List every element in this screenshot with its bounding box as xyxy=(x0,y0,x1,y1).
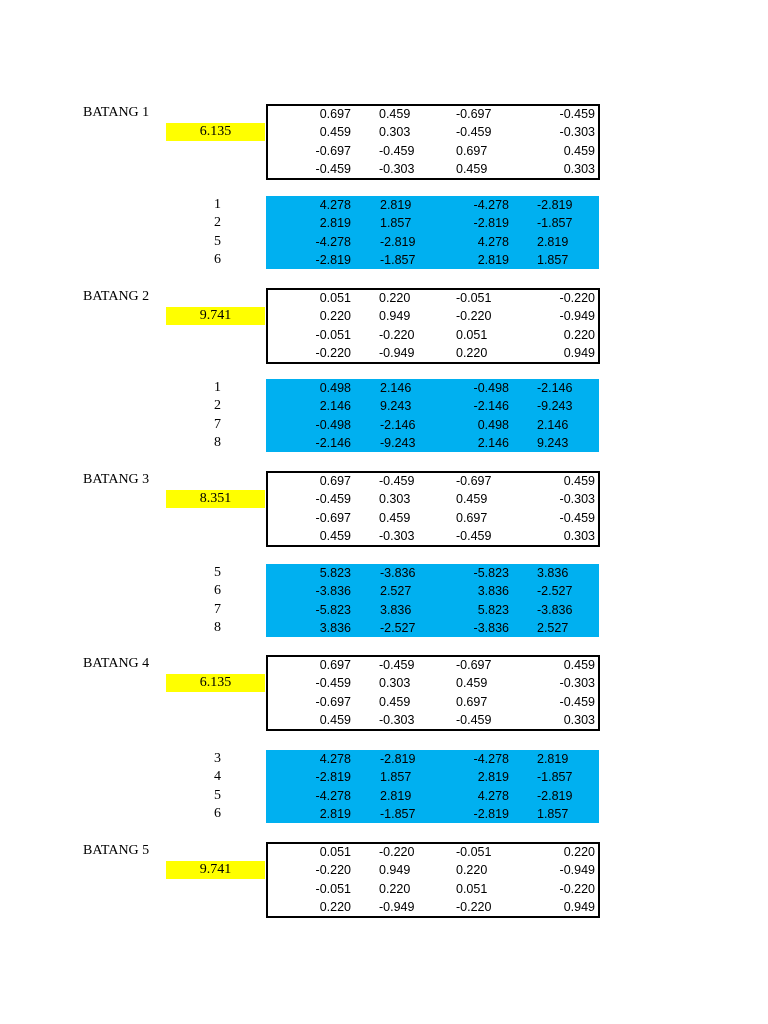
local-matrix-cell: -0.459 xyxy=(315,161,351,176)
dof-index: 1 xyxy=(214,380,221,395)
local-matrix-cell: 0.220 xyxy=(379,881,411,896)
global-matrix-cell: -2.146 xyxy=(473,399,509,414)
local-matrix-cell: -0.459 xyxy=(315,492,351,507)
global-matrix-cell: -4.278 xyxy=(315,234,351,249)
global-matrix-cell: 2.146 xyxy=(319,399,351,414)
global-matrix-cell: 2.146 xyxy=(380,381,412,395)
local-matrix-cell: -0.220 xyxy=(315,863,351,878)
local-matrix-cell: -0.697 xyxy=(456,474,492,488)
local-matrix-cell: -0.220 xyxy=(456,899,492,914)
dof-index: 6 xyxy=(214,583,221,599)
global-matrix-cell: 0.498 xyxy=(477,417,509,432)
local-matrix-cell: -0.051 xyxy=(315,327,351,342)
local-matrix-cell: -0.697 xyxy=(456,658,492,672)
global-matrix-cell: 4.278 xyxy=(477,234,509,249)
dof-index: 6 xyxy=(214,251,221,267)
global-matrix-cell: 5.823 xyxy=(319,566,351,580)
member-length-cell: 9.741 xyxy=(166,861,265,879)
local-matrix-cell: -0.303 xyxy=(559,676,595,691)
global-matrix-cell: -2.819 xyxy=(537,788,573,803)
dof-index: 7 xyxy=(214,416,221,432)
local-matrix-cell: 0.949 xyxy=(379,863,411,878)
global-matrix-cell: 2.819 xyxy=(380,198,412,212)
global-matrix-cell: -5.823 xyxy=(315,602,351,617)
global-matrix-cell: 3.836 xyxy=(380,602,412,617)
global-matrix-cell: -4.278 xyxy=(473,752,509,766)
local-matrix-cell: -0.697 xyxy=(315,143,351,158)
member-label: BATANG 3 xyxy=(83,472,150,487)
local-matrix-border xyxy=(266,842,600,918)
global-matrix-cell: 3.836 xyxy=(477,584,509,599)
global-matrix-cell: -3.836 xyxy=(380,566,416,580)
local-matrix-cell: -0.051 xyxy=(315,881,351,896)
local-matrix-cell: -0.303 xyxy=(379,712,415,727)
global-matrix-cell: -2.527 xyxy=(380,620,416,635)
global-matrix-cell: -4.278 xyxy=(473,198,509,212)
global-matrix-cell: -3.836 xyxy=(473,620,509,635)
global-matrix-cell: -2.146 xyxy=(380,417,416,432)
global-matrix-cell: -1.857 xyxy=(380,806,416,821)
member-length-cell: 9.741 xyxy=(166,307,265,325)
local-matrix-cell: -0.697 xyxy=(456,107,492,121)
local-matrix-cell: -0.697 xyxy=(315,510,351,525)
global-matrix-cell: 2.819 xyxy=(319,806,351,821)
local-matrix-cell: 0.697 xyxy=(319,474,351,488)
global-matrix-cell: 4.278 xyxy=(477,788,509,803)
local-matrix-cell: -0.051 xyxy=(456,845,492,859)
global-matrix-cell: -9.243 xyxy=(537,399,573,414)
local-matrix-cell: -0.459 xyxy=(456,712,492,727)
local-matrix-cell: -0.303 xyxy=(379,161,415,176)
global-matrix-cell: -4.278 xyxy=(315,788,351,803)
local-matrix-cell: -0.220 xyxy=(559,881,595,896)
local-matrix-cell: 0.459 xyxy=(379,107,411,121)
global-matrix-cell: -2.819 xyxy=(473,216,509,231)
local-matrix-cell: 0.697 xyxy=(456,143,488,158)
global-matrix-cell: -1.857 xyxy=(537,216,573,231)
local-matrix-cell: -0.220 xyxy=(559,291,595,305)
local-matrix-cell: -0.949 xyxy=(559,309,595,324)
local-matrix-cell: 0.220 xyxy=(379,291,411,305)
global-matrix-cell: -2.819 xyxy=(315,252,351,267)
global-matrix-cell: -2.819 xyxy=(315,770,351,785)
global-matrix-cell: -2.819 xyxy=(473,806,509,821)
local-matrix-cell: -0.303 xyxy=(379,528,415,543)
local-matrix-cell: 0.051 xyxy=(319,291,351,305)
local-matrix-cell: -0.459 xyxy=(559,107,595,121)
local-matrix-cell: 0.303 xyxy=(379,125,411,140)
local-matrix-cell: -0.459 xyxy=(456,125,492,140)
global-matrix-cell: 2.527 xyxy=(380,584,412,599)
dof-index: 2 xyxy=(214,398,221,414)
local-matrix-cell: 0.697 xyxy=(319,658,351,672)
global-matrix-cell: -5.823 xyxy=(473,566,509,580)
local-matrix-cell: -0.459 xyxy=(379,474,415,488)
local-matrix-cell: -0.459 xyxy=(559,510,595,525)
local-matrix-cell: 0.220 xyxy=(456,863,488,878)
global-matrix-cell: 9.243 xyxy=(537,435,569,450)
dof-index: 2 xyxy=(214,215,221,231)
local-matrix-cell: 0.303 xyxy=(379,492,411,507)
local-matrix-cell: 0.459 xyxy=(379,510,411,525)
global-matrix-cell: 9.243 xyxy=(380,399,412,414)
member-label: BATANG 1 xyxy=(83,105,150,120)
local-matrix-cell: 0.051 xyxy=(456,881,488,896)
global-matrix-cell: -3.836 xyxy=(537,602,573,617)
dof-index: 8 xyxy=(214,619,221,635)
local-matrix-cell: -0.459 xyxy=(456,528,492,543)
local-matrix-cell: 0.459 xyxy=(319,712,351,727)
global-matrix-cell: 4.278 xyxy=(319,752,351,766)
local-matrix-cell: -0.220 xyxy=(379,845,415,859)
local-matrix-cell: -0.459 xyxy=(379,658,415,672)
local-matrix-cell: -0.051 xyxy=(456,291,492,305)
global-matrix-cell: 2.819 xyxy=(319,216,351,231)
local-matrix-cell: 0.303 xyxy=(379,676,411,691)
local-matrix-cell: 0.220 xyxy=(319,899,351,914)
dof-index: 5 xyxy=(214,565,221,580)
local-matrix-border xyxy=(266,655,600,731)
local-matrix-cell: -0.949 xyxy=(379,345,415,360)
local-matrix-cell: 0.220 xyxy=(563,845,595,859)
global-matrix-cell: -2.819 xyxy=(537,198,573,212)
global-matrix-cell: -2.819 xyxy=(380,752,416,766)
local-matrix-cell: 0.220 xyxy=(319,309,351,324)
local-matrix-cell: 0.459 xyxy=(319,528,351,543)
global-matrix-cell: 2.146 xyxy=(537,417,569,432)
local-matrix-cell: 0.697 xyxy=(456,510,488,525)
local-matrix-cell: -0.949 xyxy=(379,899,415,914)
local-matrix-cell: 0.949 xyxy=(379,309,411,324)
global-matrix-cell: 3.836 xyxy=(537,566,569,580)
local-matrix-cell: 0.459 xyxy=(563,143,595,158)
local-matrix-cell: -0.220 xyxy=(315,345,351,360)
global-matrix-cell: 2.146 xyxy=(477,435,509,450)
global-matrix-cell: -2.819 xyxy=(380,234,416,249)
global-matrix-cell: 4.278 xyxy=(319,198,351,212)
local-matrix-cell: 0.303 xyxy=(563,161,595,176)
local-matrix-cell: 0.697 xyxy=(319,107,351,121)
global-matrix-cell: 5.823 xyxy=(477,602,509,617)
local-matrix-cell: -0.220 xyxy=(456,309,492,324)
local-matrix-cell: 0.459 xyxy=(563,658,595,672)
local-matrix-cell: -0.459 xyxy=(315,676,351,691)
global-matrix-cell: 2.819 xyxy=(477,252,509,267)
local-matrix-cell: 0.949 xyxy=(563,899,595,914)
global-matrix-cell: -1.857 xyxy=(380,252,416,267)
local-matrix-cell: -0.697 xyxy=(315,694,351,709)
member-length-cell: 6.135 xyxy=(166,123,265,141)
global-matrix-cell: -1.857 xyxy=(537,770,573,785)
local-matrix-cell: 0.303 xyxy=(563,712,595,727)
global-matrix-cell: -2.146 xyxy=(537,381,573,395)
member-label: BATANG 2 xyxy=(83,289,150,304)
global-matrix-cell: 2.819 xyxy=(477,770,509,785)
global-matrix-cell: -3.836 xyxy=(315,584,351,599)
global-matrix-cell: -0.498 xyxy=(473,381,509,395)
local-matrix-cell: 0.949 xyxy=(563,345,595,360)
local-matrix-cell: 0.697 xyxy=(456,694,488,709)
local-matrix-cell: -0.459 xyxy=(559,694,595,709)
member-length-cell: 8.351 xyxy=(166,490,265,508)
local-matrix-border xyxy=(266,471,600,547)
local-matrix-cell: 0.051 xyxy=(319,845,351,859)
global-matrix-cell: -2.527 xyxy=(537,584,573,599)
dof-index: 8 xyxy=(214,434,221,450)
global-matrix-cell: 1.857 xyxy=(537,806,569,821)
dof-index: 1 xyxy=(214,197,221,212)
dof-index: 6 xyxy=(214,805,221,821)
local-matrix-cell: 0.459 xyxy=(456,161,488,176)
local-matrix-cell: 0.459 xyxy=(319,125,351,140)
member-label: BATANG 5 xyxy=(83,843,150,858)
dof-index: 3 xyxy=(214,751,221,766)
global-matrix-cell: 2.819 xyxy=(537,234,569,249)
member-label: BATANG 4 xyxy=(83,656,150,671)
local-matrix-cell: 0.459 xyxy=(563,474,595,488)
global-matrix-cell: 1.857 xyxy=(537,252,569,267)
global-matrix-cell: 0.498 xyxy=(319,381,351,395)
local-matrix-cell: 0.459 xyxy=(456,676,488,691)
dof-index: 7 xyxy=(214,601,221,617)
local-matrix-cell: -0.303 xyxy=(559,125,595,140)
local-matrix-cell: -0.459 xyxy=(379,143,415,158)
local-matrix-cell: 0.220 xyxy=(563,327,595,342)
local-matrix-cell: 0.051 xyxy=(456,327,488,342)
local-matrix-cell: 0.220 xyxy=(456,345,488,360)
local-matrix-cell: 0.459 xyxy=(379,694,411,709)
member-length-cell: 6.135 xyxy=(166,674,265,692)
global-matrix-cell: -9.243 xyxy=(380,435,416,450)
global-matrix-cell: 2.819 xyxy=(537,752,569,766)
local-matrix-cell: -0.220 xyxy=(379,327,415,342)
local-matrix-cell: -0.949 xyxy=(559,863,595,878)
global-matrix-cell: -2.146 xyxy=(315,435,351,450)
global-matrix-cell: 1.857 xyxy=(380,216,412,231)
local-matrix-cell: 0.459 xyxy=(456,492,488,507)
global-matrix-cell: 1.857 xyxy=(380,770,412,785)
dof-index: 5 xyxy=(214,233,221,249)
dof-index: 4 xyxy=(214,769,221,785)
global-matrix-cell: 3.836 xyxy=(319,620,351,635)
local-matrix-cell: 0.303 xyxy=(563,528,595,543)
global-matrix-cell: 2.819 xyxy=(380,788,412,803)
global-matrix-cell: 2.527 xyxy=(537,620,569,635)
dof-index: 5 xyxy=(214,787,221,803)
global-matrix-cell: -0.498 xyxy=(315,417,351,432)
local-matrix-cell: -0.303 xyxy=(559,492,595,507)
